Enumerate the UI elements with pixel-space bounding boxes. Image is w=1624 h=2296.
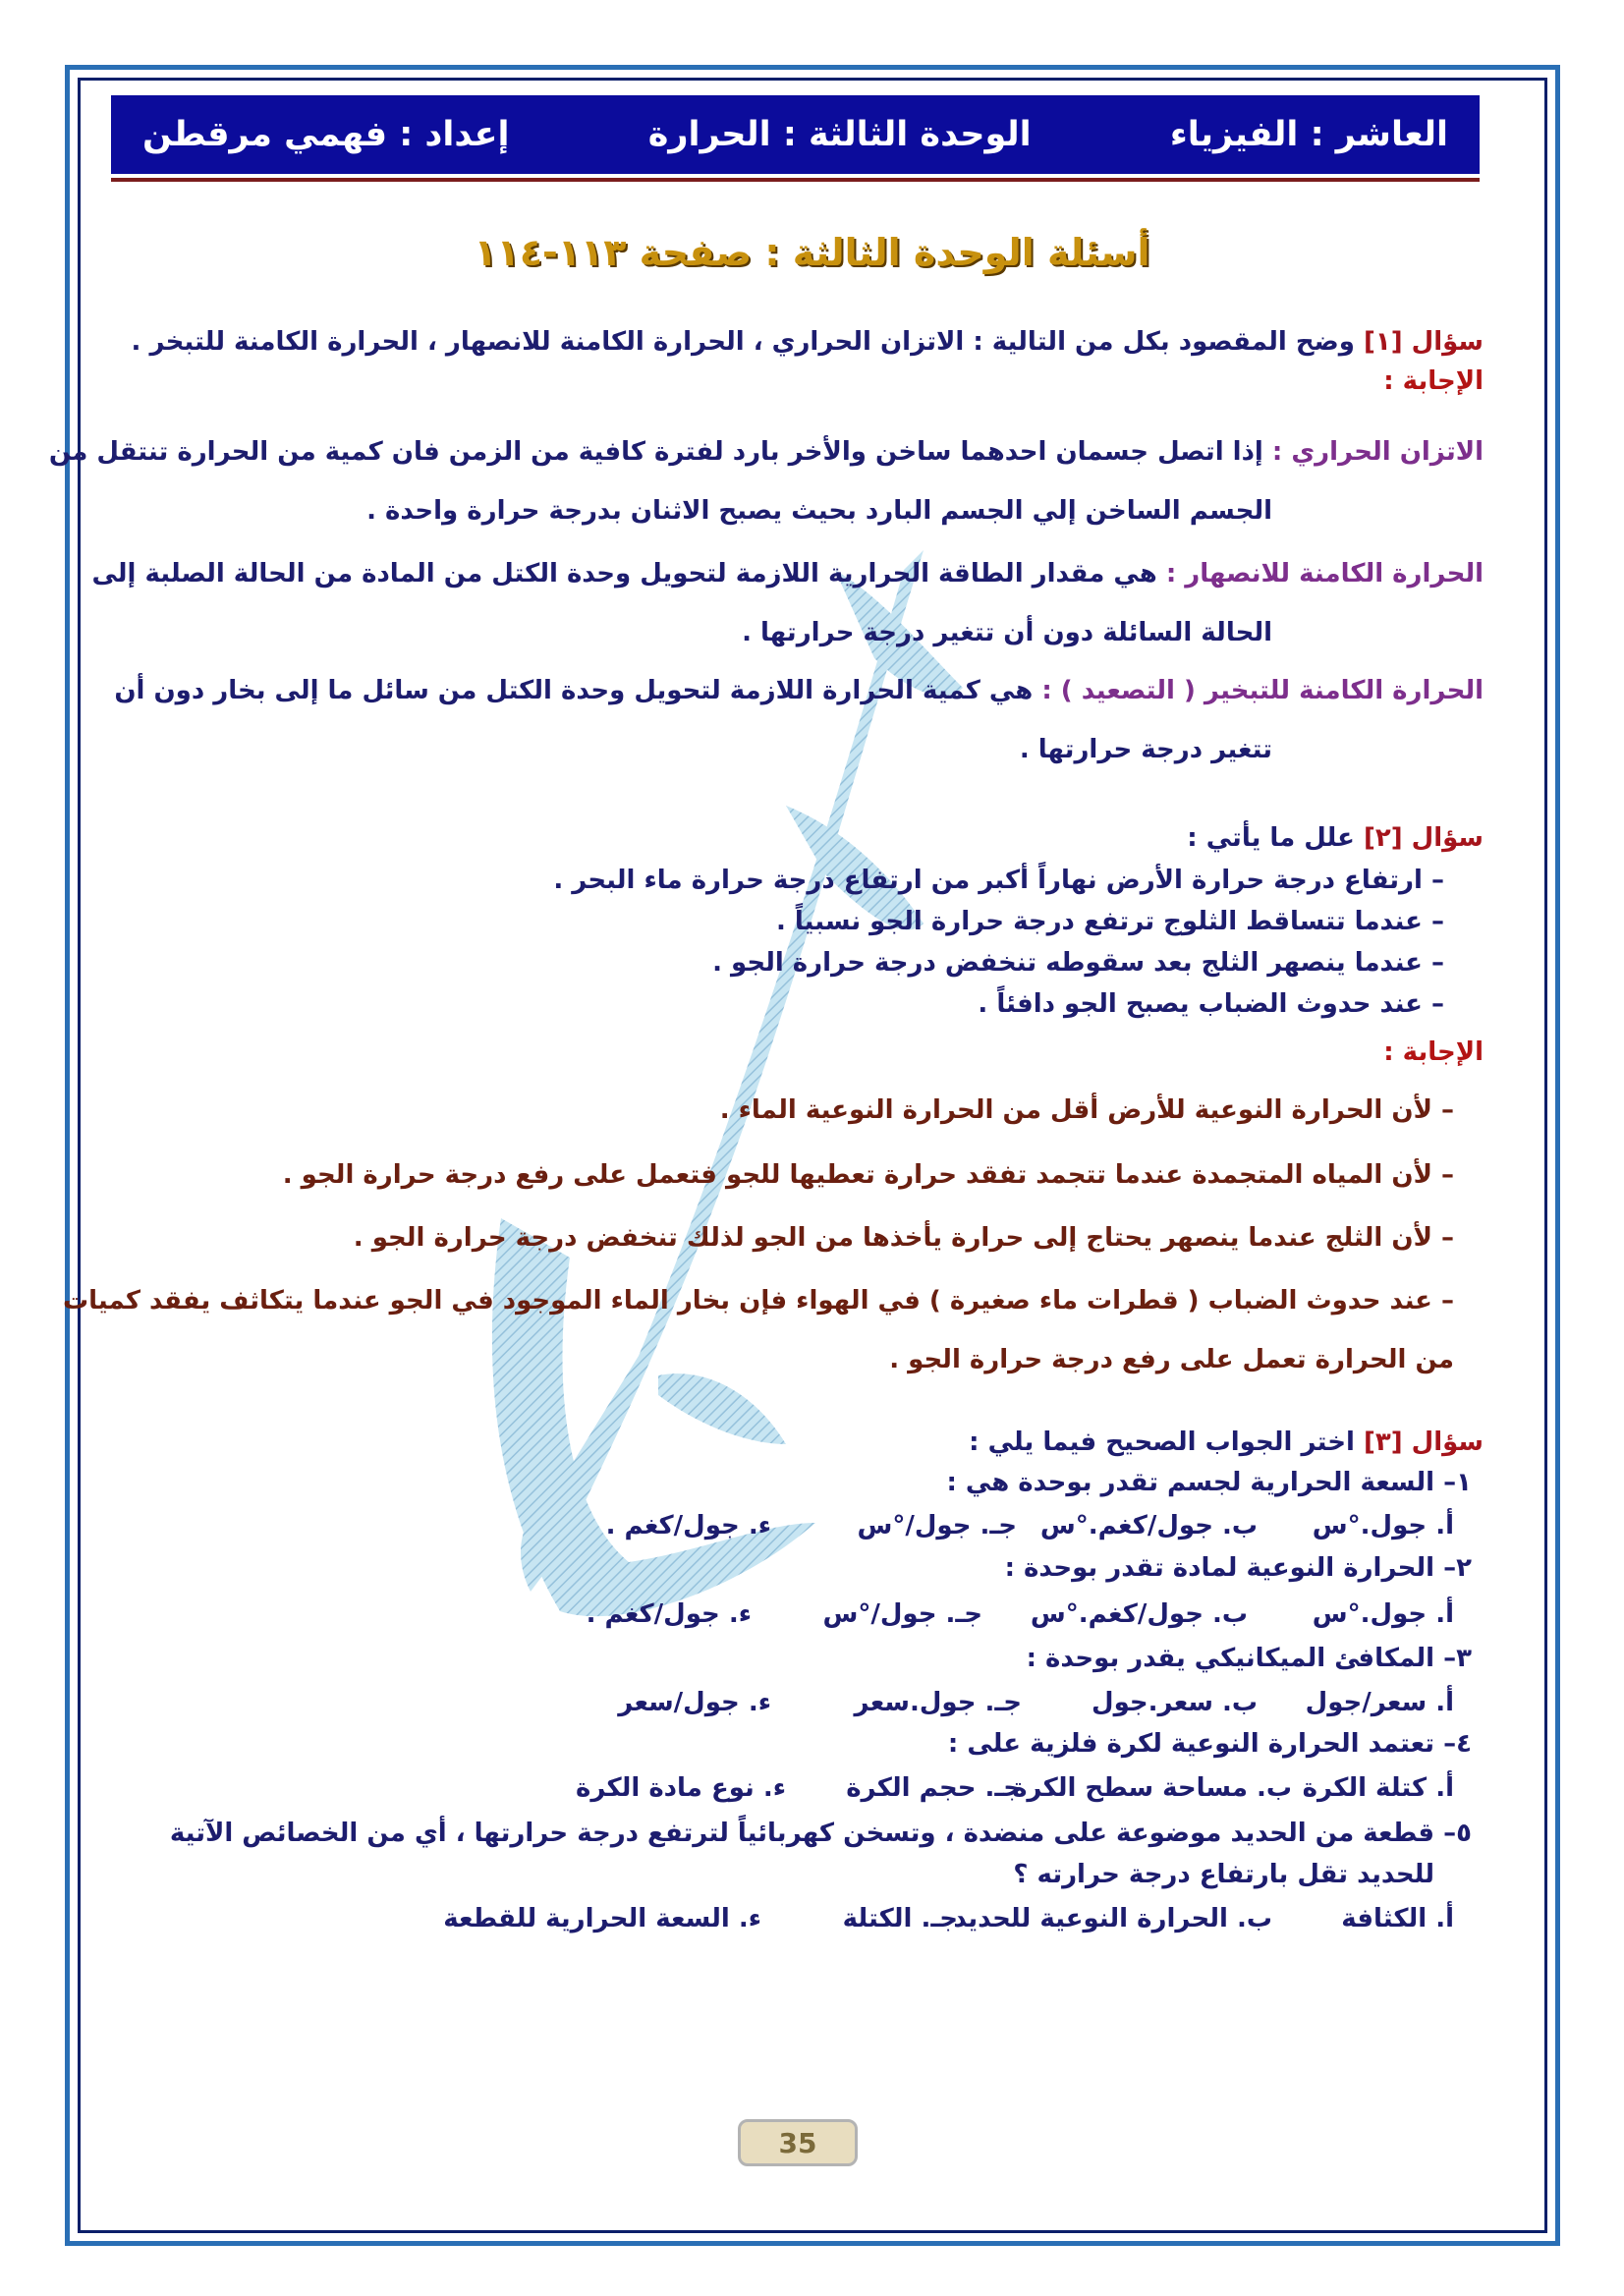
q2-answer-cont: من الحرارة تعمل على رفع درجة حرارة الجو . — [889, 1345, 1454, 1374]
q3-stem: ٥– قطعة من الحديد موضوعة على منضدة ، وتسخن كهربائياً لترتفع درجة حرارتها ، أي من الخصائص الآتية — [169, 1819, 1472, 1848]
q3-text: اختر الجواب الصحيح فيما يلي : — [969, 1428, 1355, 1457]
q3-option: ء. جول/كغم . — [586, 1599, 752, 1629]
q3-option: أ. الكثافة — [1341, 1904, 1454, 1933]
q1-def-2 — [91, 559, 1484, 588]
q2-answer: – لأن الحرارة النوعية للأرض أقل من الحرارة النوعية الماء . — [719, 1095, 1454, 1125]
q3-option: جـ. جول/°س — [822, 1599, 982, 1629]
def-text-cont: تتغير درجة حرارتها . — [1019, 735, 1272, 764]
q2-item: – عندما ينصهر الثلج بعد سقوطه تنخفض درجة حرارة الجو . — [712, 948, 1444, 978]
q2-item: – ارتفاع درجة حرارة الأرض نهاراً أكبر من ارتفاع درجة حرارة ماء البحر . — [553, 866, 1444, 895]
page-title: أسئلة الوحدة الثالثة : صفحة ١١٣-١١٤ — [474, 231, 1150, 274]
q3-option: ء. جول/سعر — [618, 1688, 771, 1717]
def-text-cont: الحالة السائلة دون أن تتغير درجة حرارتها . — [742, 618, 1272, 647]
q3-option: ب. جول/كغم.°س — [1030, 1599, 1248, 1629]
def-term-latent-heat-vaporization: الحرارة الكامنة للتبخير ( التصعيد ) : — [1041, 676, 1484, 705]
q1-def-1 — [49, 437, 1484, 467]
q3-option: ء. جول/كغم . — [605, 1511, 771, 1540]
q2-answer: – لأن المياه المتجمدة عندما تتجمد تفقد حرارة تعطيها للجو فتعمل على رفع درجة حرارة الجو . — [282, 1160, 1454, 1190]
q2-answer-label: الإجابة : — [1383, 1037, 1484, 1067]
q2-heading — [1187, 823, 1484, 853]
q3-stem: ٣– المكافئ الميكانيكي يقدر بوحدة : — [1026, 1644, 1472, 1673]
q2-answer: – عند حدوث الضباب ( قطرات ماء صغيرة ) في الهواء فإن بخار الماء الموجود في الجو عندما يتكاثف يفقد كميات — [62, 1286, 1454, 1316]
q1-answer-label: الإجابة : — [1383, 366, 1484, 396]
def-text-cont: الجسم الساخن إلي الجسم البارد بحيث يصبح الاثنان بدرجة حرارة واحدة . — [366, 496, 1272, 526]
q2-item: – عندما تتساقط الثلوج ترتفع درجة حرارة الجو نسبياً . — [775, 907, 1444, 936]
header-unit: الوحدة الثالثة : الحرارة — [647, 115, 1032, 154]
q2-label: سؤال [٢] — [1363, 823, 1484, 853]
header-subject: العاشر : الفيزياء — [1169, 115, 1448, 154]
page-header — [111, 95, 1480, 174]
q3-option: ب. سعر.جول — [1092, 1688, 1258, 1717]
q3-option: جـ. حجم الكرة — [846, 1773, 1022, 1803]
q3-stem: ١– السعة الحرارية لجسم تقدر بوحدة هي : — [946, 1468, 1472, 1497]
q2-answer: – لأن الثلج عندما ينصهر يحتاج إلى حرارة يأخذها من الجو لذلك تنخفض درجة حرارة الجو . — [353, 1223, 1454, 1253]
q3-option: جـ. جول.سعر — [854, 1688, 1022, 1717]
def-term-latent-heat-fusion: الحرارة الكامنة للانصهار : — [1165, 559, 1484, 588]
q2-text: علل ما يأتي : — [1187, 823, 1355, 853]
q3-stem-cont: للحديد تقل بارتفاع درجة حرارته ؟ — [1013, 1860, 1434, 1889]
q3-option: ء. السعة الحرارية للقطعة — [443, 1904, 761, 1933]
def-text: إذا اتصل جسمان احدهما ساخن والأخر بارد لفترة كافية من الزمن فان كمية من الحرارة تنتقل من — [48, 437, 1263, 467]
q3-option: ب. مساحة سطح الكرة — [1012, 1773, 1292, 1803]
q3-option: ء. نوع مادة الكرة — [575, 1773, 786, 1803]
q3-option: أ. كتلة الكرة — [1302, 1773, 1454, 1803]
q3-option: جـ. الكتلة — [842, 1904, 958, 1933]
q1-label: سؤال [١] — [1363, 327, 1484, 357]
q1-text: وضح المقصود بكل من التالية : الاتزان الحراري ، الحرارة الكامنة للانصهار ، الحرارة الكامنة للتبخر . — [131, 327, 1355, 357]
def-text: هي كمية الحرارة اللازمة لتحويل وحدة الكتل من سائل ما إلى بخار دون أن — [114, 676, 1034, 705]
header-rule — [111, 178, 1480, 182]
def-text: هي مقدار الطاقة الحرارية اللازمة لتحويل وحدة الكتل من المادة من الحالة الصلبة إلى — [91, 559, 1157, 588]
q2-item: – عند حدوث الضباب يصبح الجو دافئاً . — [978, 989, 1444, 1019]
q3-label: سؤال [٣] — [1363, 1428, 1484, 1457]
q3-option: أ. جول.°س — [1312, 1599, 1454, 1629]
header-author: إعداد : فهمي مرقطن — [142, 115, 510, 154]
q3-stem: ٤– تعتمد الحرارة النوعية لكرة فلزية على : — [947, 1729, 1472, 1759]
q1-heading — [132, 327, 1484, 357]
q3-option: جـ. جول/°س — [857, 1511, 1017, 1540]
q3-option: أ. سعر/جول — [1305, 1688, 1454, 1717]
q3-option: أ. جول.°س — [1312, 1511, 1454, 1540]
q3-stem: ٢– الحرارة النوعية لمادة تقدر بوحدة : — [1004, 1553, 1472, 1583]
q1-def-3 — [114, 676, 1484, 705]
q3-option: ب. جول/كغم.°س — [1039, 1511, 1258, 1540]
q3-option: ب. الحرارة النوعية للحديد — [953, 1904, 1272, 1933]
q3-heading — [969, 1428, 1484, 1457]
page-number: 35 — [738, 2119, 858, 2166]
def-term-thermal-equilibrium: الاتزان الحراري : — [1271, 437, 1484, 467]
